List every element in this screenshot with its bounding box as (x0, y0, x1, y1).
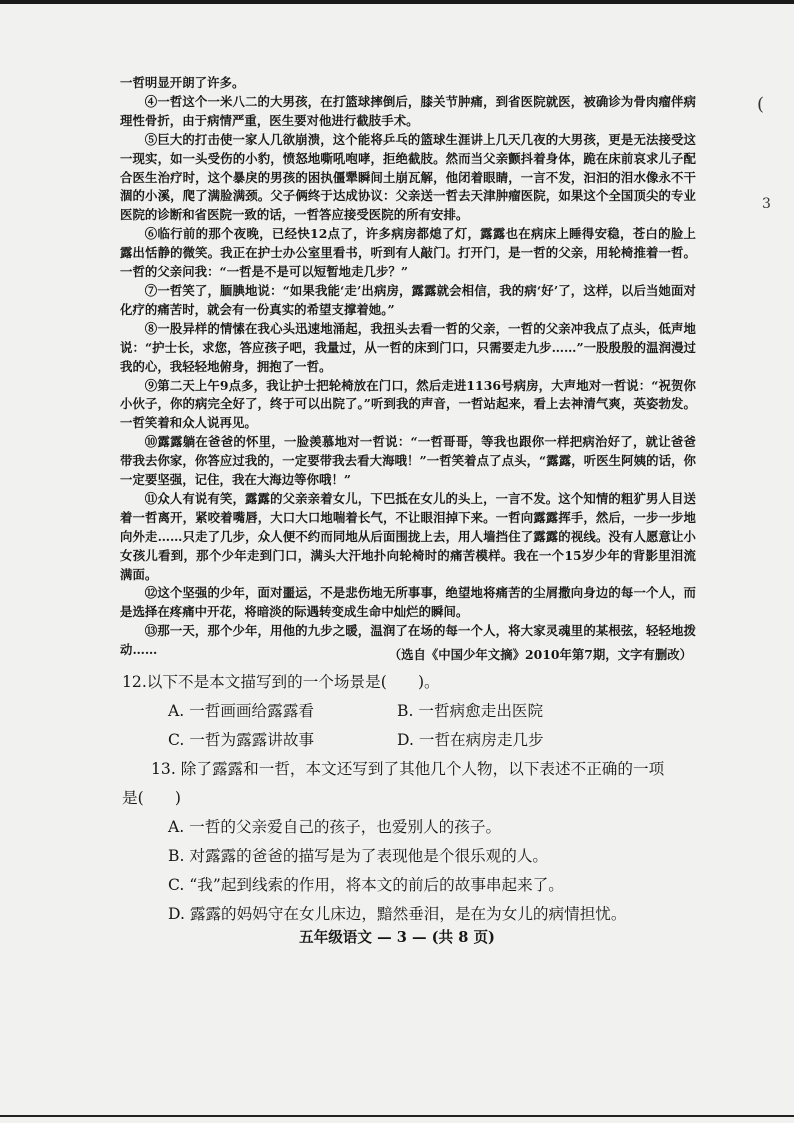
margin-mark-paren: ( (757, 94, 765, 115)
passage-paragraph: ⑫这个坚强的少年，面对噩运，不是悲伤地无所事事，绝望地将痛苦的尘屑撒向身边的每一个人，而是选择在疼痛中开花，将暗淡的际遇转变成生命中灿烂的瞬间。 (120, 585, 696, 620)
scan-top-edge (0, 0, 794, 4)
question-12-option-c: C. 一哲为露露讲故事 (168, 731, 315, 749)
question-13-option-a: A. 一哲的父亲爱自己的孩子，也爱别人的孩子。 (168, 818, 502, 836)
question-13-option-b: B. 对露露的爸爸的描写是为了表现他是个很乐观的人。 (168, 847, 549, 865)
question-12-stem: 12.以下不是本文描写到的一个场景是( )。 (122, 673, 440, 691)
passage-paragraph: ⑤巨大的打击使一家人几欲崩溃，这个能将乒乓的篮球生涯讲上几天几夜的大男孩，更是无法接受这一现实，如一头受伤的小豹，愤怒地嘶吼咆哮，拒绝截肢。然而当父亲颤抖着身体，跪在床前哀求儿子配合医生治疗时，这个暴戾的男孩的困执僵犟瞬间土崩瓦解，他闭着眼睛，一言不发，汩汩的泪水像永不干涸的小溪，爬了满脸满颈。父子俩终于达成协议：父亲送一哲去天津肿瘤医院，如果这个全国顶尖的专业医院的诊断和省医院一致的话，一哲答应接受医院的所有安排。 (120, 131, 696, 223)
source-note: （选自《中国少年文摘》2010年第7期，文字有删改） (388, 647, 692, 662)
passage-paragraph: 一哲明显开朗了许多。 (120, 75, 245, 90)
question-12-options-row-1 (122, 697, 702, 726)
passage-paragraph: ⑪众人有说有笑，露露的父亲亲着女儿，下巴抵在女儿的头上，一言不发。这个知情的粗犷男人目送着一哲离开，紧咬着嘴唇，大口大口地喘着长气，不让眼泪掉下来。一哲向露露挥手，然后，一步一步地向外走……只走了几步，众人便不约而同地从后面围拢上去，用人墙挡住了露露的视线。没有人愿意让小女孩儿看到，那个少年走到门口，满头大汗地扑向轮椅时的痛苦模样。我在一个15岁少年的背影里泪流满面。 (120, 490, 696, 582)
passage-paragraph: ⑦一哲笑了，腼腆地说：“如果我能‘走’出病房，露露就会相信，我的病‘好’了，这样，以后当她面对化疗的痛苦时，就会有一份真实的希望支撑着她。” (120, 282, 696, 317)
page-footer: 五年级语文 — 3 — (共 8 页) (299, 929, 495, 946)
question-13-option-c: C. “我”起到线索的作用，将本文的前后的故事串起来了。 (168, 876, 564, 894)
question-12-options-row-2 (122, 726, 702, 755)
passage-paragraph: ⑧一股异样的情愫在我心头迅速地涌起，我扭头去看一哲的父亲，一哲的父亲冲我点了点头，低声地说：“护士长，求您，答应孩子吧，我量过，从一哲的床到门口，只需要走九步……”一股殷殷的温润漫过我的心，我轻轻地俯身，拥抱了一哲。 (120, 320, 696, 374)
question-13-stem: 13. 除了露露和一哲，本文还写到了其他几个人物，以下表述不正确的一项 (151, 760, 665, 778)
questions-section (122, 668, 702, 929)
question-12-option-d: D. 一哲在病房走几步 (397, 731, 544, 749)
question-12-option-b: B. 一哲病愈走出医院 (397, 702, 544, 720)
passage-paragraph: ⑨第二天上午9点多，我让护士把轮椅放在门口，然后走进1136号病房，大声地对一哲说：“祝贺你小伙子，你的病完全好了，终于可以出院了。”听到我的声音，一哲站起来，看上去神清气爽，英姿勃发。一哲笑着和众人说再见。 (120, 377, 696, 431)
scan-bottom-edge (0, 1115, 794, 1117)
question-13-stem-cont: 是( ) (122, 789, 181, 807)
reading-passage (120, 74, 696, 660)
passage-paragraph: ⑩露露躺在爸爸的怀里，一脸羡慕地对一哲说：“一哲哥哥，等我也跟你一样把病治好了，就让爸爸带我去你家，你答应过我的，一定要带我去看大海哦！”一哲笑着点了点头，“露露，听医生阿姨的话，你一定要坚强，记住，我在大海边等你哦！” (120, 434, 696, 488)
passage-paragraph: ⑬那一天，那个少年，用他的九步之暖，温润了在场的每一个人，将大家灵魂里的某根弦，轻轻地拨动…… (120, 623, 696, 658)
question-13-option-d: D. 露露的妈妈守在女儿床边，黯然垂泪，是在为女儿的病情担忧。 (168, 905, 627, 923)
passage-paragraph: ④一哲这个一米八二的大男孩，在打篮球摔倒后，膝关节肿痛，到省医院就医，被确诊为骨肉瘤伴病理性骨折，由于病情严重，医生要对他进行截肢手术。 (120, 93, 696, 128)
margin-mark-digit: 3 (762, 196, 771, 212)
question-12-option-a: A. 一哲画画给露露看 (168, 702, 314, 720)
passage-paragraph: ⑥临行前的那个夜晚，已经快12点了，许多病房都熄了灯，露露也在病床上睡得安稳，苍白的脸上露出恬静的微笑。我正在护士办公室里看书，听到有人敲门。打开门，是一哲的父亲，用轮椅推着一哲。一哲的父亲问我：“一哲是不是可以短暂地走几步？” (120, 226, 696, 280)
